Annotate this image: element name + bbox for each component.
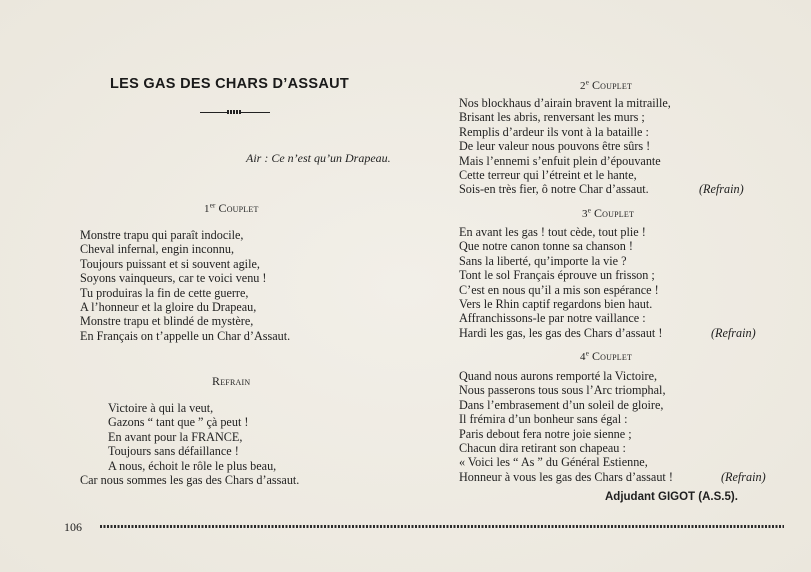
verse-line: Monstre trapu qui paraît indocile, bbox=[80, 228, 244, 242]
couplet-2-heading bbox=[580, 78, 632, 93]
refrain-lines bbox=[80, 401, 299, 487]
verse-line: Toujours sans défaillance ! bbox=[108, 444, 239, 459]
verse-line: Hardi les gas, les gas des Chars d’assaut ! bbox=[459, 325, 663, 340]
couplet-3-number: 3 bbox=[582, 208, 588, 220]
verse-line: Paris debout fera notre joie sienne ; bbox=[459, 426, 632, 441]
title-rule-left bbox=[200, 112, 227, 113]
verse-line: Sois-en très fier, ô notre Char d’assaut. bbox=[459, 182, 649, 197]
couplet-1-number: 1 bbox=[204, 203, 210, 215]
song-title: LES GAS DES CHARS D’ASSAUT bbox=[110, 76, 350, 92]
couplet-4-sup: e bbox=[585, 349, 590, 358]
author-signature: Adjudant GIGOT (A.S.5). bbox=[605, 491, 738, 503]
verse-line: Brisant les abris, renversant les murs ; bbox=[459, 110, 645, 125]
couplet-1-sup: er bbox=[209, 201, 216, 210]
couplet-1-heading bbox=[204, 201, 259, 216]
verse-line: Monstre trapu et blindé de mystère, bbox=[80, 314, 254, 329]
verse-line: Gazons “ tant que ” çà peut ! bbox=[108, 415, 249, 430]
couplet-4-label: Couplet bbox=[591, 349, 633, 363]
couplet-2-refrain-tag: (Refrain) bbox=[699, 182, 744, 196]
verse-line: Honneur à vous les gas des Chars d’assaut ! bbox=[459, 469, 673, 484]
verse-line: Cette terreur qui l’étreint et le hante, bbox=[459, 167, 637, 182]
verse-line: En avant pour la FRANCE, bbox=[108, 429, 243, 444]
verse-line: Tu produiras la fin de cette guerre, bbox=[80, 285, 249, 300]
verse-line: Cheval infernal, engin inconnu, bbox=[80, 242, 234, 257]
verse-line: Quand nous aurons remporté la Victoire, bbox=[459, 369, 658, 383]
verse-line: A nous, échoit le rôle le plus beau, bbox=[108, 458, 277, 473]
title-rule-right bbox=[241, 112, 270, 113]
couplet-4-lines bbox=[459, 369, 673, 484]
couplet-3-sup: e bbox=[587, 206, 592, 215]
verse-line: Chacun dira retirant son chapeau : bbox=[459, 440, 626, 455]
verse-line: Toujours puissant et si souvent agile, bbox=[80, 256, 260, 271]
footer-dotted-rule bbox=[100, 525, 784, 528]
refrain-heading bbox=[212, 374, 250, 389]
verse-line: Victoire à qui la veut, bbox=[108, 401, 214, 415]
verse-line: A l’honneur et la gloire du Drapeau, bbox=[80, 299, 257, 314]
verse-line: « Voici les “ As ” du Général Estienne, bbox=[459, 455, 648, 470]
verse-line: Il frémira d’un bonheur sans égal : bbox=[459, 412, 628, 427]
verse-line: Mais l’ennemi s’enfuit plein d’épouvante bbox=[459, 153, 661, 168]
air-note: Air : Ce n’est qu’un Drapeau. bbox=[246, 151, 391, 165]
verse-line: Dans l’embrasement d’un soleil de gloire, bbox=[459, 397, 664, 412]
verse-line: Tont le sol Français éprouve un frisson ; bbox=[459, 268, 655, 283]
verse-line: Remplis d’ardeur ils vont à la bataille : bbox=[459, 124, 649, 139]
verse-line: Sans la liberté, qu’importe la vie ? bbox=[459, 253, 627, 268]
couplet-2-number: 2 bbox=[580, 80, 586, 92]
refrain-label: Refrain bbox=[212, 374, 251, 388]
couplet-3-refrain-tag: (Refrain) bbox=[711, 326, 756, 340]
couplet-3-label: Couplet bbox=[593, 206, 635, 220]
couplet-4-number: 4 bbox=[580, 351, 586, 363]
verse-line: En avant les gas ! tout cède, tout plie ! bbox=[459, 225, 646, 239]
verse-line: C’est en nous qu’il a mis son espérance ! bbox=[459, 282, 659, 297]
couplet-1-lines bbox=[80, 228, 290, 343]
couplet-4-heading bbox=[580, 349, 632, 364]
verse-line: En Français on t’appelle un Char d’Assaut. bbox=[80, 328, 291, 343]
page-number: 106 bbox=[64, 520, 82, 534]
couplet-3-lines bbox=[459, 225, 662, 340]
verse-line: Car nous sommes les gas des Chars d’assaut. bbox=[80, 472, 300, 487]
couplet-2-label: Couplet bbox=[591, 78, 633, 92]
couplet-3-heading bbox=[582, 206, 634, 221]
verse-line: Nous passerons tous sous l’Arc triomphal, bbox=[459, 383, 666, 398]
couplet-4-refrain-tag: (Refrain) bbox=[721, 470, 766, 484]
verse-line: Affranchissons-le par notre vaillance : bbox=[459, 311, 646, 326]
couplet-1-label: Couplet bbox=[218, 201, 259, 215]
title-ornament bbox=[227, 110, 241, 114]
verse-line: Nos blockhaus d’airain bravent la mitraille, bbox=[459, 96, 671, 110]
couplet-2-lines bbox=[459, 96, 671, 197]
verse-line: Vers le Rhin captif regardons bien haut. bbox=[459, 296, 653, 311]
verse-line: Que notre canon tonne sa chanson ! bbox=[459, 239, 633, 254]
verse-line: Soyons vainqueurs, car te voici venu ! bbox=[80, 271, 267, 286]
verse-line: De leur valeur nous pouvons être sûrs ! bbox=[459, 139, 651, 154]
couplet-2-sup: e bbox=[585, 78, 590, 87]
